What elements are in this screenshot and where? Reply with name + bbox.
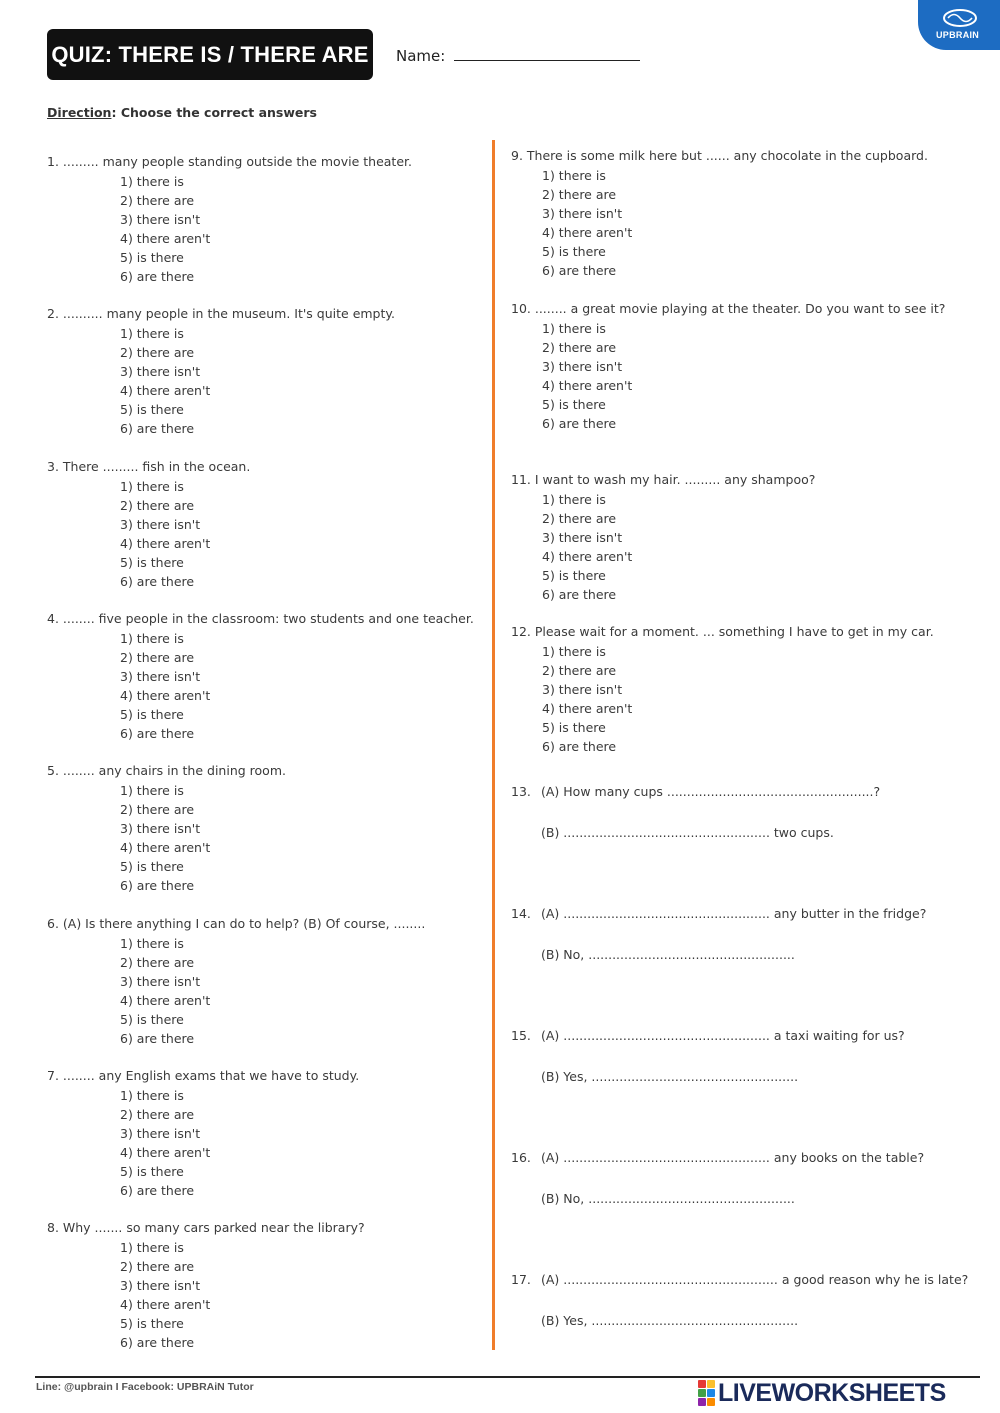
question-stem: 1. ......... many people standing outside the movie theater. xyxy=(47,154,412,169)
question-left-4 xyxy=(47,611,474,744)
fill-question-number: 14. xyxy=(511,906,531,921)
answer-option[interactable]: 3) there isn't xyxy=(542,359,623,375)
upbrain-logo xyxy=(918,0,1000,50)
answer-option[interactable]: 1) there is xyxy=(542,644,606,659)
fill-line-a[interactable]: (A) ...................................................... a good reason why he is late? xyxy=(541,1272,969,1287)
question-left-5 xyxy=(47,763,286,896)
answer-option[interactable]: 4) there aren't xyxy=(542,378,633,394)
answer-option[interactable]: 5) is there xyxy=(542,720,606,736)
answer-option[interactable]: 2) there are xyxy=(120,193,195,209)
question-left-8 xyxy=(47,1220,365,1353)
answer-option[interactable]: 6) are there xyxy=(120,269,195,285)
answer-options xyxy=(120,477,250,592)
direction-instruction xyxy=(47,105,317,120)
answer-option[interactable]: 4) there aren't xyxy=(542,549,633,565)
answer-option[interactable]: 3) there isn't xyxy=(120,669,201,685)
question-right-2 xyxy=(511,301,945,434)
name-field xyxy=(396,46,640,65)
answer-option[interactable]: 3) there isn't xyxy=(120,1126,201,1142)
logo-text: UPBRAIN xyxy=(936,30,980,40)
answer-option[interactable]: 2) there are xyxy=(542,663,617,679)
fill-line-a[interactable]: (A) How many cups ....................................................? xyxy=(541,784,881,799)
fill-question-number: 15. xyxy=(511,1028,531,1043)
answer-option[interactable]: 5) is there xyxy=(120,1164,184,1180)
answer-option[interactable]: 2) there are xyxy=(542,187,617,203)
answer-options xyxy=(120,629,474,744)
answer-option[interactable]: 5) is there xyxy=(542,568,606,584)
answer-option[interactable]: 4) there aren't xyxy=(542,225,633,241)
direction-text: : Choose the correct answers xyxy=(111,105,317,120)
answer-option[interactable]: 4) there aren't xyxy=(120,536,211,552)
answer-option[interactable]: 4) there aren't xyxy=(120,688,211,704)
answer-option[interactable]: 2) there are xyxy=(120,498,195,514)
liveworksheets-logo-icon xyxy=(698,1380,715,1406)
question-stem: 3. There ......... fish in the ocean. xyxy=(47,459,251,474)
answer-option[interactable]: 4) there aren't xyxy=(120,993,211,1009)
answer-option[interactable]: 3) there isn't xyxy=(542,682,623,698)
answer-option[interactable]: 1) there is xyxy=(542,492,606,507)
answer-options xyxy=(120,172,412,287)
answer-option[interactable]: 4) there aren't xyxy=(120,1297,211,1313)
answer-options xyxy=(120,934,425,1049)
answer-option[interactable]: 3) there isn't xyxy=(120,974,201,990)
fill-question-17 xyxy=(511,1272,969,1328)
answer-option[interactable]: 5) is there xyxy=(120,1012,184,1028)
answer-option[interactable]: 3) there isn't xyxy=(120,364,201,380)
answer-options xyxy=(542,642,934,757)
fill-line-b[interactable]: (B) Yes, .................................................... xyxy=(541,1069,799,1084)
answer-options xyxy=(120,1238,365,1353)
footer-contact: Line: @upbrain I Facebook: UPBRAiN Tutor xyxy=(36,1381,254,1393)
answer-options xyxy=(120,324,395,439)
question-left-3 xyxy=(47,459,250,592)
question-stem: 7. ........ any English exams that we have to study. xyxy=(47,1068,360,1083)
answer-option[interactable]: 6) are there xyxy=(120,1183,195,1199)
answer-option[interactable]: 4) there aren't xyxy=(120,1145,211,1161)
fill-question-number: 13. xyxy=(511,784,531,799)
question-stem: 5. ........ any chairs in the dining room. xyxy=(47,763,286,778)
answer-option[interactable]: 1) there is xyxy=(120,783,184,798)
answer-option[interactable]: 4) there aren't xyxy=(120,231,211,247)
answer-option[interactable]: 2) there are xyxy=(120,802,195,818)
question-left-2 xyxy=(47,306,395,439)
answer-option[interactable]: 6) are there xyxy=(542,263,617,279)
answer-option[interactable]: 6) are there xyxy=(120,1335,195,1351)
fill-question-number: 16. xyxy=(511,1150,531,1165)
answer-option[interactable]: 1) there is xyxy=(120,174,184,189)
answer-option[interactable]: 2) there are xyxy=(120,345,195,361)
answer-option[interactable]: 6) are there xyxy=(542,587,617,603)
answer-options xyxy=(542,490,815,605)
question-left-6 xyxy=(47,916,425,1049)
fill-line-b[interactable]: (B) Yes, .................................................... xyxy=(541,1313,799,1328)
question-stem: 12. Please wait for a moment. ... something I have to get in my car. xyxy=(511,624,934,639)
answer-option[interactable]: 1) there is xyxy=(120,479,184,494)
answer-option[interactable]: 2) there are xyxy=(120,650,195,666)
answer-options xyxy=(120,1086,359,1201)
answer-option[interactable]: 2) there are xyxy=(120,1107,195,1123)
question-stem: 6. (A) Is there anything I can do to help? (B) Of course, ........ xyxy=(47,916,426,931)
answer-option[interactable]: 5) is there xyxy=(120,555,184,571)
question-stem: 11. I want to wash my hair. ......... any shampoo? xyxy=(511,472,816,487)
liveworksheets-wordmark: LIVEWORKSHEETS xyxy=(718,1378,946,1407)
answer-option[interactable]: 5) is there xyxy=(120,707,184,723)
fill-line-b[interactable]: (B) .................................................... two cups. xyxy=(541,825,834,840)
answer-option[interactable]: 1) there is xyxy=(120,936,184,951)
answer-option[interactable]: 2) there are xyxy=(542,511,617,527)
answer-option[interactable]: 5) is there xyxy=(542,397,606,413)
question-left-1 xyxy=(47,154,412,287)
question-stem: 2. .......... many people in the museum. It's quite empty. xyxy=(47,306,395,321)
answer-option[interactable]: 5) is there xyxy=(120,250,184,266)
fill-question-number: 17. xyxy=(511,1272,531,1287)
answer-option[interactable]: 1) there is xyxy=(120,1088,184,1103)
answer-option[interactable]: 1) there is xyxy=(120,1240,184,1255)
fill-line-b[interactable]: (B) No, .................................................... xyxy=(541,947,795,962)
answer-option[interactable]: 3) there isn't xyxy=(120,821,201,837)
answer-option[interactable]: 1) there is xyxy=(120,326,184,341)
answer-option[interactable]: 2) there are xyxy=(120,1259,195,1275)
answer-option[interactable]: 4) there aren't xyxy=(120,840,211,856)
answer-option[interactable]: 4) there aren't xyxy=(120,383,211,399)
liveworksheets-brand xyxy=(698,1378,946,1408)
question-right-4 xyxy=(511,624,934,757)
answer-option[interactable]: 6) are there xyxy=(120,1031,195,1047)
name-input-line[interactable] xyxy=(454,46,640,61)
answer-option[interactable]: 4) there aren't xyxy=(542,701,633,717)
answer-option[interactable]: 6) are there xyxy=(542,739,617,755)
answer-option[interactable]: 5) is there xyxy=(120,1316,184,1332)
answer-option[interactable]: 6) are there xyxy=(542,416,617,432)
question-right-1 xyxy=(511,148,928,281)
answer-option[interactable]: 3) there isn't xyxy=(542,530,623,546)
name-label: Name: xyxy=(396,47,446,65)
question-stem: 9. There is some milk here but ...... any chocolate in the cupboard. xyxy=(511,148,928,163)
answer-options xyxy=(542,319,945,434)
answer-options xyxy=(120,781,286,896)
question-stem: 4. ........ five people in the classroom: two students and one teacher. xyxy=(47,611,474,626)
answer-option[interactable]: 2) there are xyxy=(542,340,617,356)
answer-option[interactable]: 1) there is xyxy=(542,321,606,336)
fill-question-15 xyxy=(511,1028,905,1084)
answer-option[interactable]: 3) there isn't xyxy=(120,517,201,533)
answer-options xyxy=(542,166,928,281)
column-divider xyxy=(492,140,495,1350)
answer-option[interactable]: 6) are there xyxy=(120,421,195,437)
answer-option[interactable]: 3) there isn't xyxy=(542,206,623,222)
fill-question-13 xyxy=(511,784,881,840)
answer-option[interactable]: 6) are there xyxy=(120,726,195,742)
fill-question-14 xyxy=(511,906,927,962)
fill-line-b[interactable]: (B) No, .................................................... xyxy=(541,1191,795,1206)
answer-option[interactable]: 5) is there xyxy=(542,244,606,260)
answer-option[interactable]: 1) there is xyxy=(542,168,606,183)
question-left-7 xyxy=(47,1068,359,1201)
answer-option[interactable]: 6) are there xyxy=(120,878,195,894)
answer-option[interactable]: 3) there isn't xyxy=(120,1278,201,1294)
quiz-title: QUIZ: THERE IS / THERE ARE xyxy=(47,29,373,80)
answer-option[interactable]: 6) are there xyxy=(120,574,195,590)
answer-option[interactable]: 5) is there xyxy=(120,859,184,875)
fill-line-a[interactable]: (A) .................................................... any butter in the fridge? xyxy=(541,906,927,921)
fill-line-a[interactable]: (A) .................................................... a taxi waiting for us? xyxy=(541,1028,905,1043)
direction-label: Direction xyxy=(47,105,112,120)
answer-option[interactable]: 2) there are xyxy=(120,955,195,971)
question-stem: 10. ........ a great movie playing at the theater. Do you want to see it? xyxy=(511,301,946,316)
fill-question-16 xyxy=(511,1150,925,1206)
fill-line-a[interactable]: (A) .................................................... any books on the table? xyxy=(541,1150,925,1165)
question-right-3 xyxy=(511,472,815,605)
question-stem: 8. Why ....... so many cars parked near the library? xyxy=(47,1220,365,1235)
brain-logo-icon xyxy=(940,8,980,28)
answer-option[interactable]: 1) there is xyxy=(120,631,184,646)
answer-option[interactable]: 5) is there xyxy=(120,402,184,418)
answer-option[interactable]: 3) there isn't xyxy=(120,212,201,228)
